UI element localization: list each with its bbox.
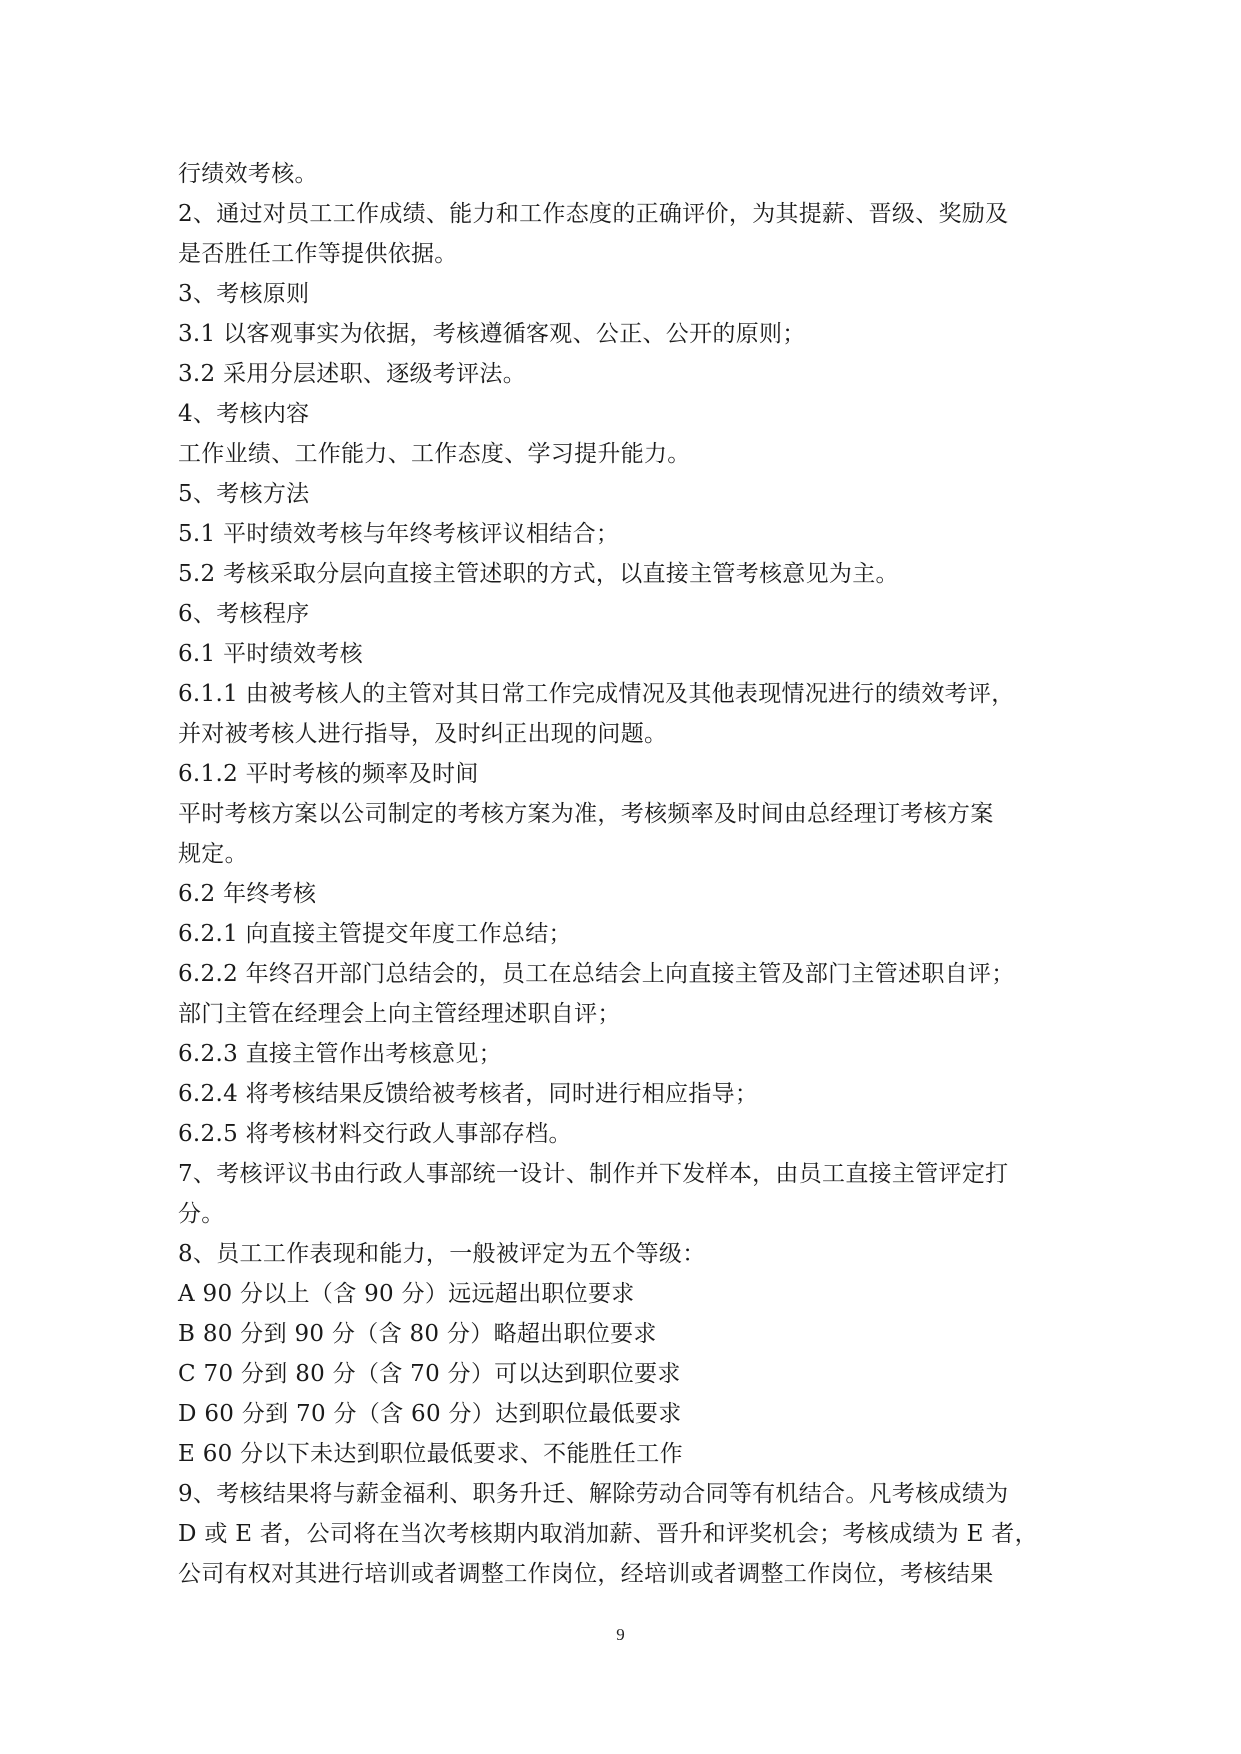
section-heading: 6、考核程序	[178, 601, 310, 627]
text-line: D 或 E 者，公司将在当次考核期内取消加薪、晋升和评奖机会；考核成绩为 E 者，	[178, 1521, 1038, 1547]
text-line: 8、员工工作表现和能力，一般被评定为五个等级：	[178, 1241, 706, 1267]
section-heading: 5、考核方法	[178, 481, 310, 507]
text-line: 6.2.1 向直接主管提交年度工作总结；	[178, 921, 572, 947]
text-line: 2、通过对员工工作成绩、能力和工作态度的正确评价，为其提薪、晋级、奖励及	[178, 201, 1009, 227]
text-line: 6.2.3 直接主管作出考核意见；	[178, 1041, 502, 1067]
text-line: 3.2 采用分层述职、逐级考评法。	[178, 361, 526, 387]
text-line: 7、考核评议书由行政人事部统一设计、制作并下发样本，由员工直接主管评定打	[178, 1161, 1009, 1187]
text-line: 是否胜任工作等提供依据。	[178, 241, 458, 267]
section-heading: 3、考核原则	[178, 281, 310, 307]
text-line: 3.1 以客观事实为依据，考核遵循客观、公正、公开的原则；	[178, 321, 806, 347]
grade-line: A 90 分以上（含 90 分）远远超出职位要求	[178, 1281, 635, 1307]
section-heading: 4、考核内容	[178, 401, 310, 427]
grade-line: C 70 分到 80 分（含 70 分）可以达到职位要求	[178, 1361, 681, 1387]
grade-line: E 60 分以下未达到职位最低要求、不能胜任工作	[178, 1441, 683, 1467]
text-line: 6.1.1 由被考核人的主管对其日常工作完成情况及其他表现情况进行的绩效考评，	[178, 681, 1015, 707]
text-line: 部门主管在经理会上向主管经理述职自评；	[178, 1001, 621, 1027]
text-line: 9、考核结果将与薪金福利、职务升迁、解除劳动合同等有机结合。凡考核成绩为	[178, 1481, 1009, 1507]
text-line: 分。	[178, 1201, 225, 1227]
text-line: 6.2.2 年终召开部门总结会的，员工在总结会上向直接主管及部门主管述职自评；	[178, 961, 1015, 987]
text-line: 5.2 考核采取分层向直接主管述职的方式，以直接主管考核意见为主。	[178, 561, 899, 587]
text-line: 5.1 平时绩效考核与年终考核评议相结合；	[178, 521, 620, 547]
page-number: 9	[616, 1625, 625, 1644]
grade-line: D 60 分到 70 分（含 60 分）达到职位最低要求	[178, 1401, 682, 1427]
text-line: 公司有权对其进行培训或者调整工作岗位，经培训或者调整工作岗位，考核结果	[178, 1561, 994, 1587]
text-line: 并对被考核人进行指导，及时纠正出现的问题。	[178, 721, 668, 747]
text-line: 行绩效考核。	[178, 161, 318, 187]
text-line: 6.2.4 将考核结果反馈给被考核者，同时进行相应指导；	[178, 1081, 759, 1107]
text-line: 工作业绩、工作能力、工作态度、学习提升能力。	[178, 441, 691, 467]
text-line: 6.1.2 平时考核的频率及时间	[178, 761, 479, 787]
text-line: 6.2 年终考核	[178, 881, 317, 907]
grade-line: B 80 分到 90 分（含 80 分）略超出职位要求	[178, 1321, 657, 1347]
text-line: 平时考核方案以公司制定的考核方案为准，考核频率及时间由总经理订考核方案	[178, 801, 994, 827]
text-line: 6.1 平时绩效考核	[178, 641, 363, 667]
text-line: 6.2.5 将考核材料交行政人事部存档。	[178, 1121, 572, 1147]
body-text	[178, 154, 1078, 1594]
text-line: 规定。	[178, 841, 248, 867]
